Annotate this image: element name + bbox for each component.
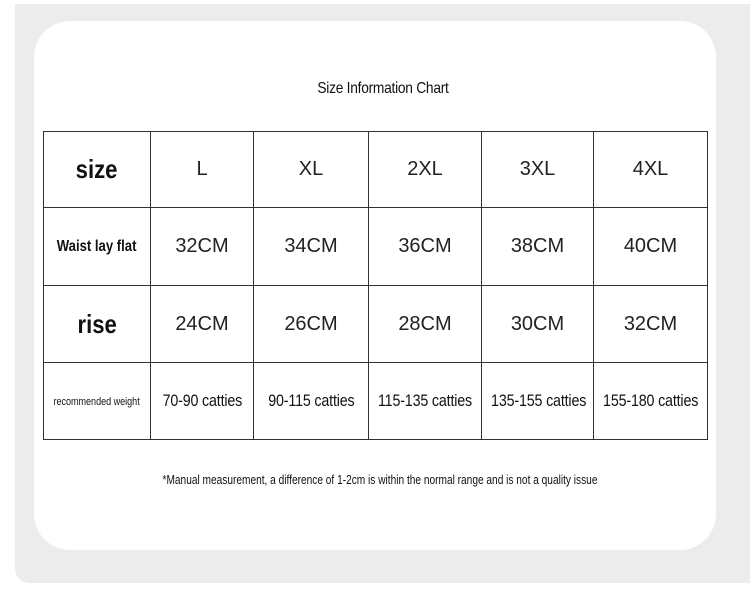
table-row-rise (44, 286, 708, 363)
table-cell: 38CM (482, 208, 594, 286)
table-cell (369, 363, 482, 440)
size-header-3xl: 3XL (482, 132, 594, 208)
weight-label: recommended weight (53, 396, 141, 408)
chart-title: Size Information Chart (317, 80, 449, 97)
table-cell: 40CM (594, 208, 708, 286)
table-cell: 32CM (151, 208, 254, 286)
row-label-cell (44, 363, 151, 440)
size-header-2xl: 2XL (369, 132, 482, 208)
table-cell (482, 363, 594, 440)
table-cell: 26CM (254, 286, 369, 363)
size-label: size (76, 154, 118, 184)
table-cell: 32CM (594, 286, 708, 363)
weight-value: 90-115 catties (267, 391, 355, 410)
table-cell: 30CM (482, 286, 594, 363)
table-cell: 24CM (151, 286, 254, 363)
table-header-row (44, 132, 708, 208)
table-cell (254, 363, 369, 440)
table-cell (151, 363, 254, 440)
header-label-cell (44, 132, 151, 208)
row-label-cell (44, 286, 151, 363)
table-cell: 34CM (254, 208, 369, 286)
weight-value: 115-135 catties (377, 391, 473, 410)
weight-value: 135-155 catties (491, 391, 587, 410)
size-table (43, 131, 708, 440)
footnote: *Manual measurement, a difference of 1-2cm is within the normal range and is not a quality issue (162, 472, 598, 487)
weight-value: 70-90 catties (162, 391, 242, 410)
table-row-weight (44, 363, 708, 440)
table-cell: 28CM (369, 286, 482, 363)
rise-label: rise (77, 308, 117, 339)
size-header-4xl: 4XL (594, 132, 708, 208)
waist-label: Waist lay flat (57, 237, 137, 255)
row-label-cell (44, 208, 151, 286)
table-row-waist (44, 208, 708, 286)
size-header-xl: XL (254, 132, 369, 208)
weight-value: 155-180 catties (603, 391, 699, 410)
table-cell (594, 363, 708, 440)
table-cell: 36CM (369, 208, 482, 286)
size-header-l: L (151, 132, 254, 208)
